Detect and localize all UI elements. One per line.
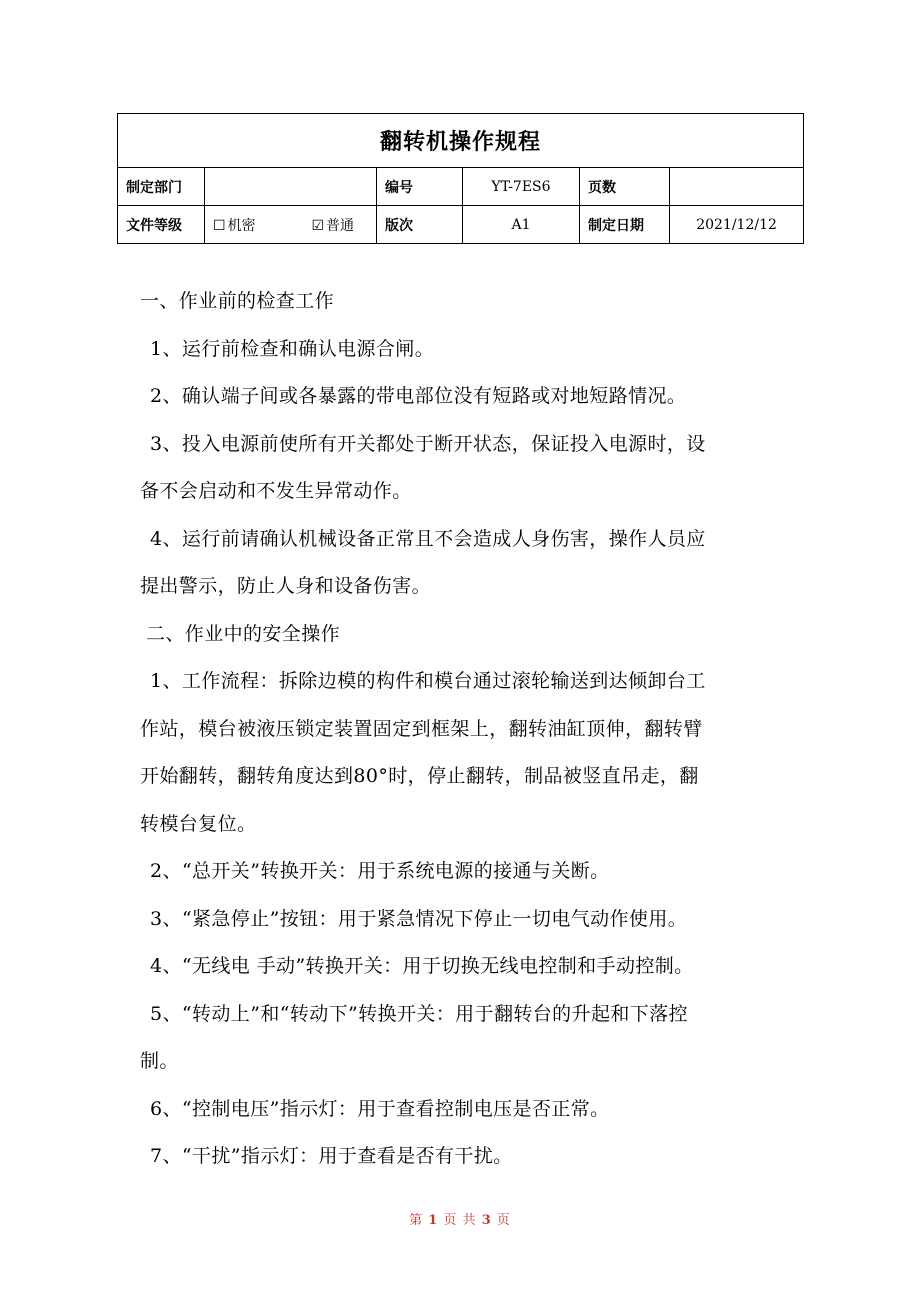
date-label: 制定日期 [580,206,670,244]
grade-options [205,206,377,244]
paragraph: 7、“干扰”指示灯：用于查看是否有干扰。 [150,1145,513,1167]
dept-value [205,168,377,206]
pages-value [670,168,804,206]
current-page: 1 [428,1213,439,1228]
paragraph: 3、“紧急停止”按钮：用于紧急情况下停止一切电气动作使用。 [150,907,688,930]
section-1-title: 一、作业前的检查工作 [140,290,335,312]
code-label: 编号 [377,168,463,206]
footer-prefix: 第 [409,1213,424,1228]
total-pages: 3 [481,1213,492,1228]
paragraph: 1、工作流程：拆除边模的构件和模台通过滚轮输送到达倾卸台工 [150,670,706,692]
document-title: 翻转机操作规程 [118,114,804,168]
paragraph-continuation: 制。 [140,1050,179,1072]
code-value: YT-7ES6 [463,168,580,206]
page-number-footer [0,1209,920,1228]
paragraph: 2、“总开关”转换开关：用于系统电源的接通与关断。 [150,860,610,882]
version-value: A1 [463,206,580,244]
footer-middle: 页 共 [443,1213,477,1228]
grade-option-normal [311,215,354,235]
grade-option-label: 机密 [227,217,256,234]
paragraph-continuation: 备不会启动和不发生异常动作。 [140,480,412,502]
version-label: 版次 [377,206,463,244]
date-value: 2021/12/12 [670,206,804,244]
grade-option-label: 普通 [326,217,354,234]
paragraph: 5、“转动上”和“转动下”转换开关：用于翻转台的升起和下落控 [150,1002,688,1025]
document-header-table [117,113,804,244]
unchecked-box-icon: ☐ [213,217,226,234]
paragraph: 4、“无线电 手动”转换开关：用于切换无线电控制和手动控制。 [150,955,694,977]
grade-option-confidential [213,215,256,235]
paragraph: 6、“控制电压”指示灯：用于查看控制电压是否正常。 [150,1097,610,1120]
checked-box-icon: ☑ [311,217,324,234]
paragraph-continuation: 作站，模台被液压锁定装置固定到框架上，翻转油缸顶伸，翻转臂 [140,717,703,740]
paragraph-continuation: 开始翻转，翻转角度达到80°时，停止翻转，制品被竖直吊走，翻 [140,765,699,787]
pages-label: 页数 [580,168,670,206]
paragraph-continuation: 转模台复位。 [140,812,257,835]
paragraph: 2、确认端子间或各暴露的带电部位没有短路或对地短路情况。 [150,385,687,407]
document-body [140,278,785,1181]
paragraph-continuation: 提出警示，防止人身和设备伤害。 [140,575,432,597]
section-2-title: 二、作业中的安全操作 [146,622,341,645]
footer-suffix: 页 [496,1213,511,1228]
paragraph: 1、运行前检查和确认电源合闸。 [150,337,435,360]
grade-label: 文件等级 [118,206,205,244]
paragraph: 4、运行前请确认机械设备正常且不会造成人身伤害，操作人员应 [150,527,706,550]
dept-label: 制定部门 [118,168,205,206]
paragraph: 3、投入电源前使所有开关都处于断开状态，保证投入电源时，设 [150,432,706,455]
